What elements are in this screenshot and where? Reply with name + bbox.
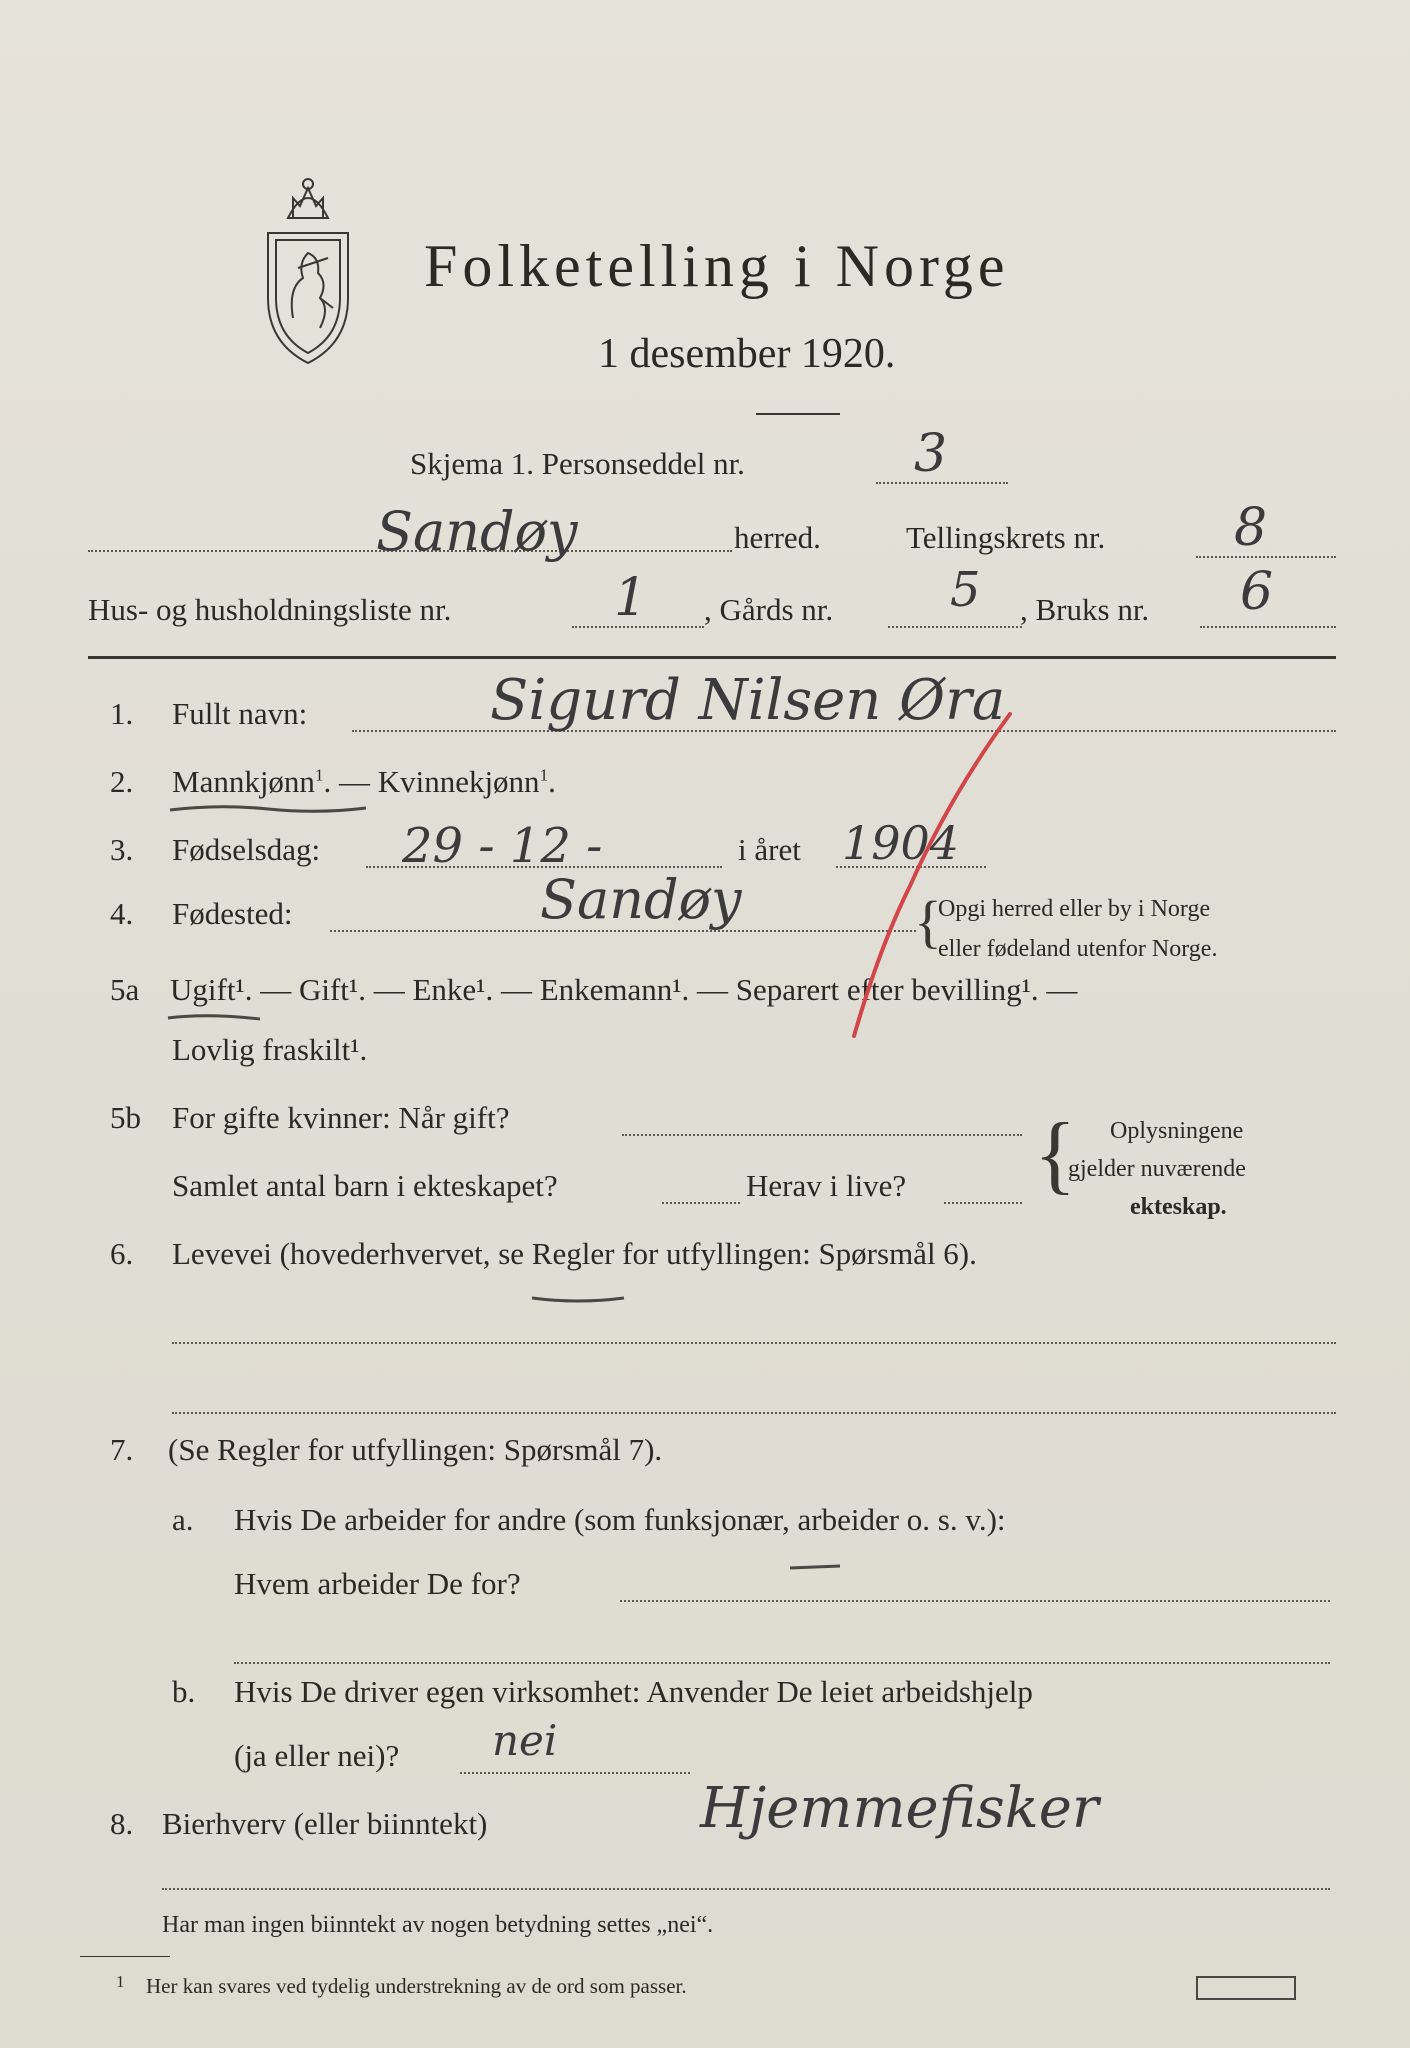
q1-label: Fullt navn: (172, 696, 308, 731)
q2-options: Mannkjønn$^1$. — Kvinnekjønn$^1$. (172, 764, 556, 799)
q5b-children-label: Samlet antal barn i ekteskapet? (172, 1168, 558, 1203)
herred-label: herred. (734, 520, 821, 555)
gards-label: , Gårds nr. (704, 592, 834, 627)
q7a-letter: a. (172, 1502, 194, 1537)
gards-line (888, 626, 1022, 628)
q5b-married-line (622, 1134, 1022, 1136)
red-check-mark (840, 706, 1020, 1046)
male-underline-mark (168, 800, 368, 820)
footnote-rule (80, 1956, 170, 1957)
q8-number: 8. (110, 1806, 134, 1841)
q5b-note-1: Oplysningene (1110, 1118, 1244, 1144)
q7b-question: Hvis De driver egen virksomhet: Anvender De leiet arbeidshjelp (234, 1674, 1033, 1709)
bruks-line (1200, 626, 1336, 628)
skjema-label: Skjema 1. Personseddel nr. (410, 446, 745, 481)
q5b-number: 5b (110, 1100, 141, 1135)
q7-label: (Se Regler for utfyllingen: Spørsmål 7). (168, 1432, 663, 1467)
marital-status-divorced[interactable]: Lovlig fraskilt¹. (172, 1032, 368, 1067)
norway-coat-of-arms-icon (248, 158, 368, 368)
q7b-yes-no-label: (ja eller nei)? (234, 1738, 400, 1773)
q7a-question: Hvis De arbeider for andre (som funksjonær, arbeider o. s. v.): (234, 1502, 1006, 1537)
husholdningsliste-label: Hus- og husholdningsliste nr. (88, 592, 452, 627)
q4-brace: { (914, 889, 942, 954)
bruks-number[interactable]: 6 (1240, 562, 1274, 622)
option-male[interactable]: Mannkjønn (172, 764, 315, 799)
q5b-alive-label: Herav i live? (746, 1168, 907, 1203)
birthdate-value[interactable]: 29 - 12 - (402, 818, 603, 874)
q7a-employer-line (620, 1600, 1330, 1602)
q5b-note-3: ekteskap. (1130, 1194, 1227, 1220)
q7a-employer-label: Hvem arbeider De for? (234, 1566, 521, 1601)
marital-status-options[interactable]: Ugift¹. — Gift¹. — Enke¹. — Enkemann¹. — Separert efter bevilling¹. — (170, 972, 1078, 1007)
q6-line-2 (172, 1412, 1336, 1414)
q5b-children-line (662, 1202, 740, 1204)
q5b-brace: { (1034, 1106, 1077, 1203)
tellingskrets-number[interactable]: 8 (1234, 498, 1268, 558)
q7-number: 7. (110, 1432, 134, 1467)
q7a-dash-mark (788, 1562, 842, 1574)
ugift-underline-mark (166, 1010, 262, 1026)
personseddel-number[interactable]: 3 (914, 424, 948, 484)
census-date: 1 desember 1920. (598, 331, 896, 377)
q5a-number: 5a (110, 972, 140, 1007)
birth-year-value[interactable]: 1904 (842, 816, 960, 870)
q6-number: 6. (110, 1236, 134, 1271)
q6-dash-mark (530, 1292, 626, 1306)
q4-number: 4. (110, 896, 134, 931)
birthplace-value[interactable]: Sandøy (540, 868, 742, 931)
footer-note: Har man ingen biinntekt av nogen betydning settes „nei“. (162, 1912, 714, 1938)
q5b-married-label: For gifte kvinner: Når gift? (172, 1100, 510, 1135)
gards-number[interactable]: 5 (950, 562, 981, 618)
q4-note-1: Opgi herred eller by i Norge (938, 896, 1211, 922)
q4-label: Fødested: (172, 896, 293, 931)
q5b-alive-line (944, 1202, 1022, 1204)
bruks-label: , Bruks nr. (1020, 592, 1150, 627)
title-rule (756, 413, 840, 415)
secondary-occupation-value[interactable]: Hjemmefisker (700, 1776, 1099, 1841)
q6-label: Levevei (hovederhvervet, se Regler for utfyllingen: Spørsmål 6). (172, 1236, 977, 1271)
q8-line (162, 1888, 1330, 1890)
q3-year-label: i året (738, 832, 801, 867)
q5b-note-2: gjelder nuværende (1068, 1156, 1246, 1182)
herred-value[interactable]: Sandøy (376, 500, 578, 563)
tellingskrets-label: Tellingskrets nr. (906, 520, 1106, 555)
q7b-letter: b. (172, 1674, 196, 1709)
q8-label: Bierhverv (eller biinntekt) (162, 1806, 488, 1841)
q2-number: 2. (110, 764, 134, 799)
header-rule (88, 656, 1336, 659)
q7b-value[interactable]: nei (492, 1716, 558, 1765)
q6-line-1 (172, 1342, 1336, 1344)
option-female[interactable]: Kvinnekjønn (377, 764, 540, 799)
footnote-number: 1 (116, 1972, 125, 1991)
q3-number: 3. (110, 832, 134, 867)
full-name-value[interactable]: Sigurd Nilsen Øra (490, 668, 1006, 733)
q3-label: Fødselsdag: (172, 832, 321, 867)
husholdningsliste-number[interactable]: 1 (614, 568, 648, 628)
footnote-text: Her kan svares ved tydelig understrekning av de ord som passer. (146, 1974, 687, 1998)
printer-stamp-icon (1196, 1976, 1296, 2000)
form-title: Folketelling i Norge (424, 233, 1010, 299)
q7b-yes-no-line (460, 1772, 690, 1774)
q7a-extra-line (234, 1662, 1330, 1664)
q4-note-2: eller fødeland utenfor Norge. (938, 936, 1218, 962)
q1-number: 1. (110, 696, 134, 731)
